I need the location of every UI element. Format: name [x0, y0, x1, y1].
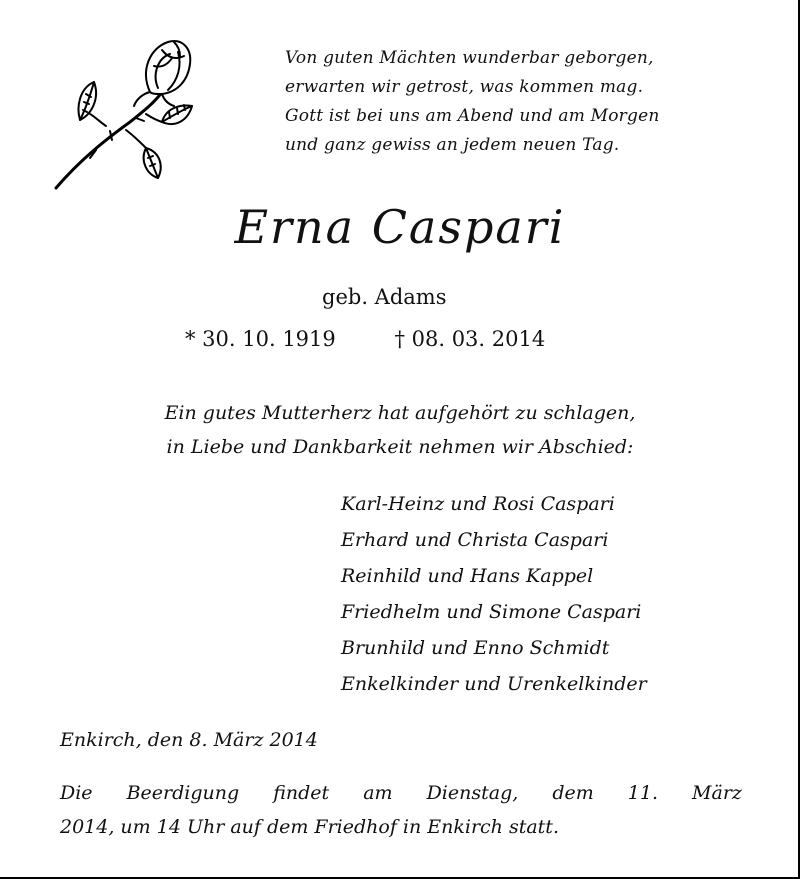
funeral-word: März [692, 782, 742, 804]
funeral-line-2: 2014, um 14 Uhr auf dem Friedhof in Enkirch statt. [60, 816, 559, 838]
intro-line: Ein gutes Mutterherz hat aufgehört zu schlagen, [164, 402, 636, 424]
mourner-item: Friedhelm und Simone Caspari [341, 601, 642, 623]
funeral-word: Beerdigung [126, 782, 240, 804]
funeral-word: dem [552, 782, 594, 804]
verse-line: erwarten wir getrost, was kommen mag. [285, 77, 644, 97]
life-dates [185, 327, 545, 351]
funeral-word: 11. [627, 782, 659, 804]
mourner-item: Enkelkinder und Urenkelkinder [341, 673, 647, 695]
maiden-name: geb. Adams [322, 285, 447, 309]
verse-line: Gott ist bei uns am Abend und am Morgen [285, 106, 660, 126]
funeral-word: findet [273, 782, 330, 804]
funeral-line-1 [60, 776, 742, 810]
intro-text [90, 396, 710, 464]
mourner-item: Karl-Heinz und Rosi Caspari [341, 493, 615, 515]
verse-line: Von guten Mächten wunderbar geborgen, [285, 48, 654, 68]
mourner-item: Brunhild und Enno Schmidt [341, 637, 610, 659]
funeral-word: Dienstag, [426, 782, 519, 804]
deceased-name: Erna Caspari [234, 200, 566, 254]
funeral-word: am [363, 782, 393, 804]
verse [285, 44, 765, 160]
birth-date: * 30. 10. 1919 [185, 327, 336, 351]
intro-line: in Liebe und Dankbarkeit nehmen wir Abschied: [166, 436, 634, 458]
verse-line: und ganz gewiss an jedem neuen Tag. [285, 135, 620, 155]
funeral-word: Die [60, 782, 93, 804]
death-date: † 08. 03. 2014 [394, 327, 546, 351]
funeral-info [60, 776, 742, 844]
mourner-item: Erhard und Christa Caspari [341, 529, 609, 551]
mourner-item: Reinhild und Hans Kappel [341, 565, 594, 587]
place-date: Enkirch, den 8. März 2014 [60, 729, 318, 751]
mourners-list [341, 486, 647, 702]
rose-icon [50, 30, 200, 195]
